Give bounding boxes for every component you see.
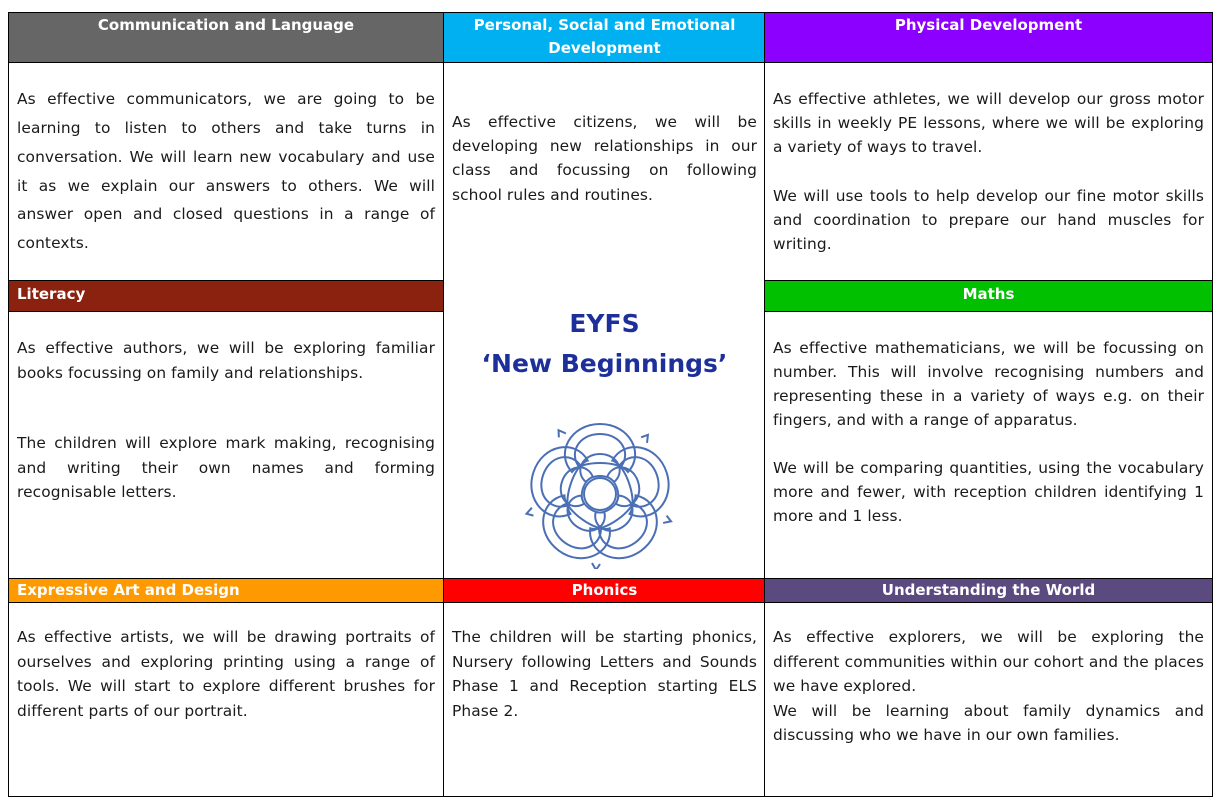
phonics-heading: Phonics: [444, 578, 765, 603]
pse-heading: [444, 13, 765, 63]
world-cell: [765, 603, 1212, 796]
phonics-cell: [444, 603, 765, 796]
literacy-text-1: As effective authors, we will be exploring familiar books focussing on family and relationships.: [17, 339, 435, 382]
maths-cell: [765, 312, 1212, 578]
pse-heading-line-1: Personal, Social and Emotional: [473, 16, 736, 34]
world-text-2: We will be learning about family dynamics and discussing who we have in our own families.: [773, 701, 1204, 744]
column-middle: [443, 13, 765, 796]
column-right: [764, 13, 1212, 796]
art-heading: Expressive Art and Design: [9, 578, 443, 603]
topic-grid: [8, 12, 1213, 797]
pse-heading-line-2: Development: [548, 39, 661, 57]
art-cell: [9, 603, 443, 796]
communication-heading: Communication and Language: [9, 13, 443, 63]
column-left: [9, 13, 443, 796]
literacy-heading: Literacy: [9, 280, 443, 312]
pse-text: As effective citizens, we will be developing new relationships in our class and focussing on following school rules and routines.: [452, 113, 757, 204]
center-title-line-1: EYFS: [569, 309, 640, 338]
center-title-line-2: ‘New Beginnings’: [481, 349, 728, 378]
physical-text-1: As effective athletes, we will develop our gross motor skills in weekly PE lessons, where we will be exploring a variety of ways to travel.: [773, 89, 1204, 157]
literacy-cell: [9, 312, 443, 578]
communication-text: As effective communicators, we are going to be learning to listen to others and take turns in conversation. We will learn new vocabulary and use it as we explain our answers to others. We will answer open and closed questions in a range of contexts.: [17, 90, 435, 253]
physical-text-2: We will use tools to help develop our fine motor skills and coordination to prepare our hand muscles for writing.: [773, 186, 1204, 254]
tudor-rose-icon: [522, 419, 678, 569]
communication-cell: [9, 63, 443, 280]
maths-heading: Maths: [765, 280, 1212, 312]
art-text: As effective artists, we will be drawing portraits of ourselves and exploring printing using a range of tools. We will start to explore different brushes for different parts of our portrait.: [17, 628, 435, 720]
literacy-text-2: The children will explore mark making, recognising and writing their own names and forming recognisable letters.: [17, 434, 435, 501]
maths-text-2: We will be comparing quantities, using the vocabulary more and fewer, with reception children identifying 1 more and 1 less.: [773, 459, 1204, 525]
physical-heading: Physical Development: [765, 13, 1212, 63]
world-text-1: As effective explorers, we will be exploring the different communities within our cohort and the places we have explored.: [773, 628, 1204, 695]
world-heading: Understanding the World: [765, 578, 1212, 603]
phonics-text: The children will be starting phonics, Nursery following Letters and Sounds Phase 1 and Reception starting ELS Phase 2.: [452, 628, 757, 720]
maths-text-1: As effective mathematicians, we will be focussing on number. This will involve recognising numbers and representing these in a variety of ways e.g. on their fingers, and with a range of apparatus.: [773, 339, 1204, 429]
physical-cell: [765, 63, 1212, 280]
pse-cell: [444, 63, 765, 280]
